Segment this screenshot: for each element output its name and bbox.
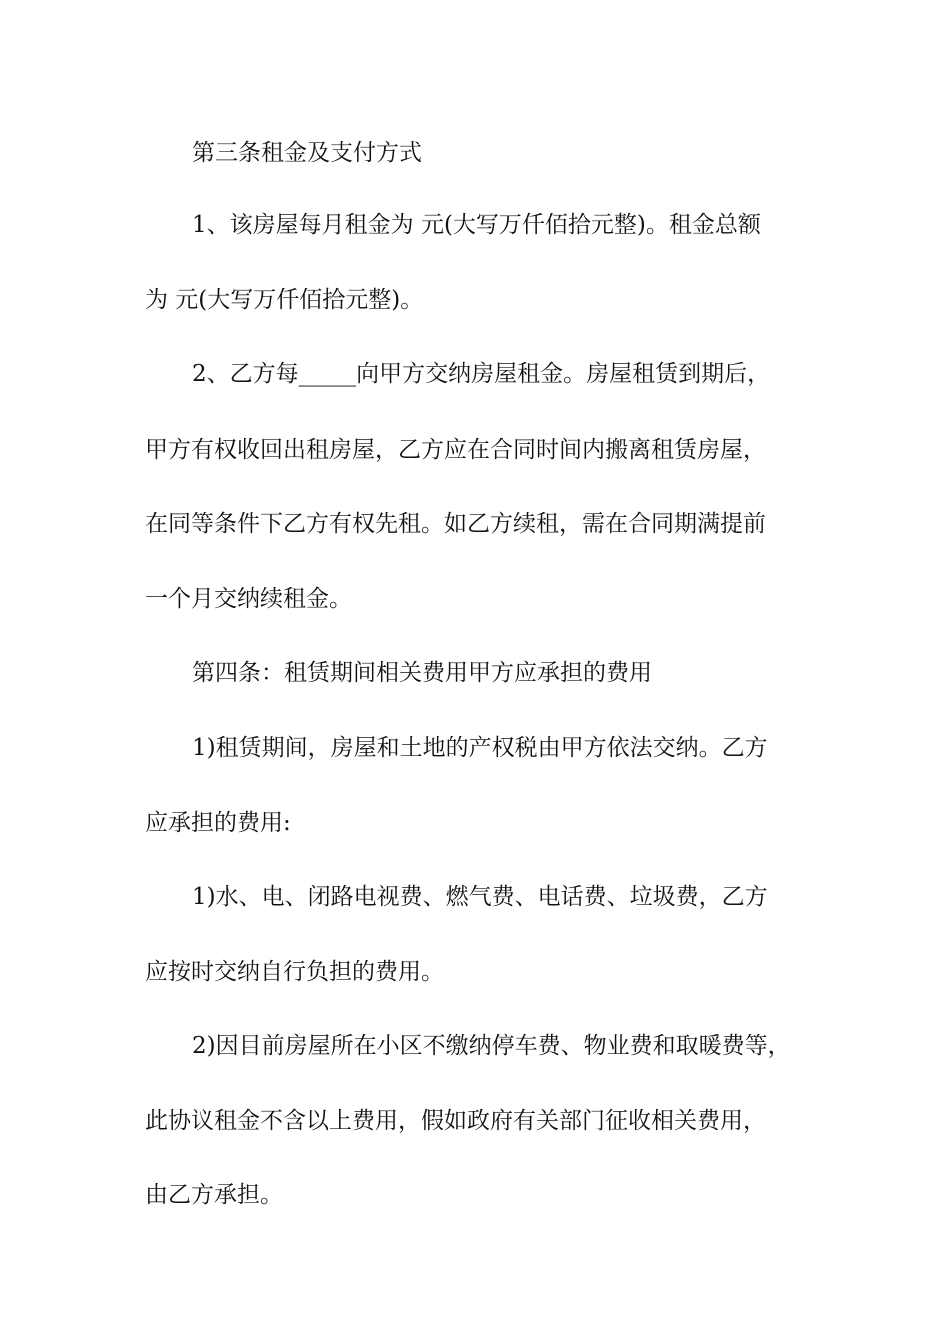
tenant-fee-item-2-line-2: 此协议租金不含以上费用，假如政府有关部门征收相关费用， [145,1108,766,1134]
tenant-fee-item-2-line-1: 2)因目前房屋所在小区不缴纳停车费、物业费和取暖费等， [192,1033,791,1059]
clause-1-line-2: 为 元(大写万仟佰拾元整)。 [145,287,424,313]
article-3-heading: 第三条租金及支付方式 [192,140,422,166]
clause-2-line-3: 在同等条件下乙方有权先租。如乙方续租，需在合同期满提前 [145,511,766,537]
article-4-heading: 第四条：租赁期间相关费用甲方应承担的费用 [192,660,652,686]
clause-2-line-1: 2、乙方每_____向甲方交纳房屋租金。房屋租赁到期后， [192,361,771,387]
clause-2-line-2: 甲方有权收回出租房屋，乙方应在合同时间内搬离租赁房屋， [145,437,766,463]
tenant-fee-item-2-line-3: 由乙方承担。 [145,1182,283,1208]
clause-1-line-1: 1、该房屋每月租金为 元(大写万仟佰拾元整)。租金总额 [192,212,761,238]
tenant-fee-item-1-line-1: 1)水、电、闭路电视费、燃气费、电话费、垃圾费，乙方 [192,884,768,910]
article-4-item-1-line-2: 应承担的费用: [145,810,291,836]
clause-2-line-4: 一个月交纳续租金。 [145,586,352,612]
article-4-item-1-line-1: 1)租赁期间，房屋和土地的产权税由甲方依法交纳。乙方 [192,735,768,761]
tenant-fee-item-1-line-2: 应按时交纳自行负担的费用。 [145,959,444,985]
